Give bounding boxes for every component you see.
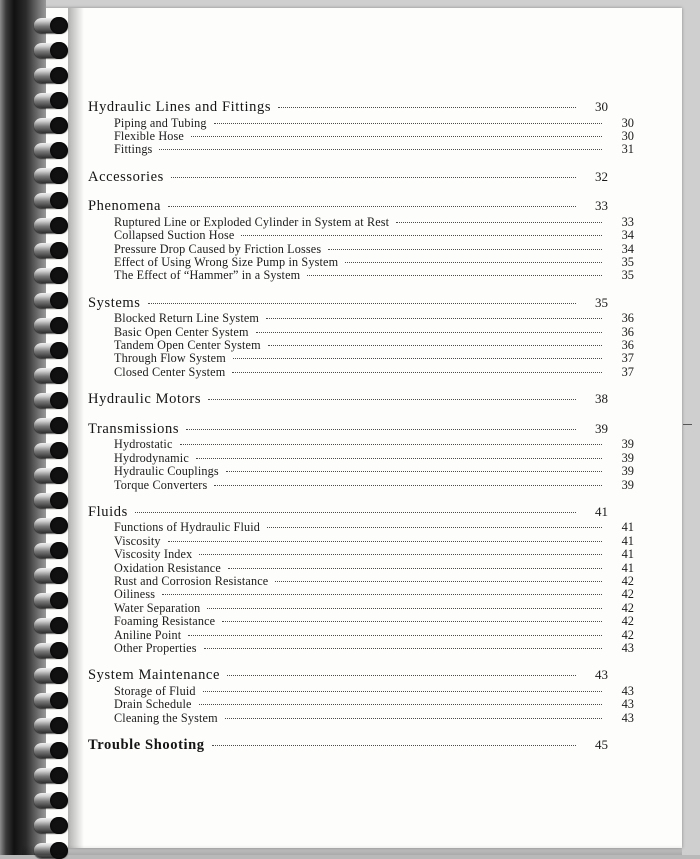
toc-entry-row[interactable]	[88, 312, 634, 324]
toc-heading-row[interactable]	[88, 505, 608, 520]
toc-page-number: 33	[621, 214, 634, 229]
toc-page-number: 41	[621, 547, 634, 562]
toc-section	[88, 503, 634, 656]
spiral-coil	[34, 443, 68, 458]
toc-entry-label: Hydrodynamic	[114, 450, 189, 465]
spiral-coil	[34, 93, 68, 108]
toc-entry-row[interactable]	[88, 465, 634, 477]
toc-entry-label: Through Flow System	[114, 351, 226, 366]
toc-page-number: 34	[621, 241, 634, 256]
spiral-coil	[34, 718, 68, 733]
toc-entry-label: Viscosity	[114, 533, 161, 548]
toc-page-number: 42	[621, 627, 634, 642]
toc-entry-label: Effect of Using Wrong Size Pump in System	[114, 254, 339, 269]
dot-leader	[148, 303, 576, 304]
dot-leader	[228, 568, 602, 569]
toc-entry-label: The Effect of “Hammer” in a System	[114, 268, 301, 283]
toc-entry-row[interactable]	[88, 602, 634, 614]
dot-leader	[162, 594, 602, 595]
dot-leader	[266, 318, 602, 319]
dot-leader	[227, 675, 576, 676]
toc-heading-label: Hydraulic Motors	[88, 391, 202, 408]
dot-leader	[199, 704, 602, 705]
toc-page-number: 34	[621, 228, 634, 243]
toc-page-number: 42	[621, 587, 634, 602]
dot-leader	[256, 332, 602, 333]
toc-entry-row[interactable]	[88, 229, 634, 241]
spiral-coil	[34, 818, 68, 833]
toc-entry-row[interactable]	[88, 521, 634, 533]
spiral-coil	[34, 668, 68, 683]
toc-page-number: 41	[621, 533, 634, 548]
toc-page-number: 35	[595, 294, 608, 310]
toc-page-number: 36	[621, 324, 634, 339]
section-gap	[88, 409, 608, 422]
dot-leader	[171, 177, 576, 178]
toc-entry-row[interactable]	[88, 562, 634, 574]
toc-section	[88, 392, 608, 407]
spiral-coil	[34, 593, 68, 608]
toc-page-number: 30	[621, 128, 634, 143]
toc-entry-row[interactable]	[88, 642, 634, 654]
toc-page-number: 32	[595, 168, 608, 184]
toc-entry-label: Fittings	[114, 142, 153, 157]
spiral-coil	[34, 68, 68, 83]
toc-section	[88, 198, 634, 283]
dot-leader	[233, 358, 602, 359]
dot-leader	[278, 107, 576, 108]
toc-page-number: 45	[595, 737, 608, 753]
spiral-coil	[34, 418, 68, 433]
toc-page-number: 35	[621, 268, 634, 283]
toc-page-number: 35	[621, 254, 634, 269]
toc-heading-row[interactable]	[88, 392, 608, 407]
toc-entry-label: Rust and Corrosion Resistance	[114, 574, 269, 589]
spiral-coil	[34, 543, 68, 558]
toc-entry-label: Hydrostatic	[114, 437, 173, 452]
spiral-coil	[34, 793, 68, 808]
toc-entry-row[interactable]	[88, 548, 634, 560]
dot-leader	[307, 275, 602, 276]
dot-leader	[188, 635, 602, 636]
toc-entry-label: Oxidation Resistance	[114, 560, 221, 575]
toc-entry-label: Pressure Drop Caused by Friction Losses	[114, 241, 322, 256]
dot-leader	[208, 399, 576, 400]
page-margin-tick	[683, 424, 692, 425]
dot-leader	[328, 249, 602, 250]
page-bottom-shadow	[22, 845, 682, 855]
dot-leader	[159, 149, 602, 150]
toc-heading-label: Trouble Shooting	[88, 737, 205, 754]
toc-heading-row[interactable]	[88, 296, 608, 311]
spiral-coil	[34, 343, 68, 358]
spiral-coil	[34, 293, 68, 308]
toc-section	[88, 420, 634, 492]
toc-entry-row[interactable]	[88, 629, 634, 641]
toc-section	[88, 294, 634, 379]
dot-leader	[180, 444, 602, 445]
toc-entry-label: Foaming Resistance	[114, 614, 216, 629]
spiral-coil	[34, 193, 68, 208]
toc-heading-label: Phenomena	[88, 198, 162, 215]
toc-page-number: 36	[621, 311, 634, 326]
toc-entry-row[interactable]	[88, 130, 634, 142]
toc-heading-row[interactable]	[88, 100, 608, 115]
dot-leader	[275, 581, 602, 582]
dot-leader	[212, 745, 576, 746]
toc-entry-row[interactable]	[88, 712, 634, 724]
toc-entry-label: Ruptured Line or Exploded Cylinder in System at Rest	[114, 214, 390, 229]
dot-leader	[214, 485, 602, 486]
spiral-binding	[34, 0, 74, 855]
toc-heading-label: Accessories	[88, 168, 164, 185]
toc-heading-row[interactable]	[88, 738, 608, 753]
toc-entry-label: Aniline Point	[114, 627, 182, 642]
spiral-coil	[34, 743, 68, 758]
toc-page-number: 39	[621, 437, 634, 452]
toc-entry-row[interactable]	[88, 685, 634, 697]
spiral-coil	[34, 18, 68, 33]
spiral-coil	[34, 768, 68, 783]
toc-entry-label: Hydraulic Couplings	[114, 464, 219, 479]
toc-heading-row[interactable]	[88, 170, 608, 185]
toc-entry-row[interactable]	[88, 615, 634, 627]
toc-heading-row[interactable]	[88, 422, 608, 437]
toc-page-number: 31	[621, 142, 634, 157]
toc-page-number: 39	[621, 464, 634, 479]
dot-leader	[135, 512, 576, 513]
dot-leader	[168, 541, 602, 542]
dot-leader	[268, 345, 602, 346]
dot-leader	[191, 136, 602, 137]
toc-heading-label: Transmissions	[88, 420, 180, 437]
toc-entry-label: Other Properties	[114, 641, 197, 656]
toc-entry-label: Oiliness	[114, 587, 156, 602]
dot-leader	[196, 458, 602, 459]
toc-heading-row[interactable]	[88, 668, 608, 683]
dot-leader	[225, 718, 602, 719]
dot-leader	[232, 372, 602, 373]
table-of-contents	[88, 99, 634, 755]
toc-section	[88, 738, 608, 753]
toc-page-number: 41	[621, 560, 634, 575]
toc-entry-label: Storage of Fluid	[114, 683, 196, 698]
section-gap	[88, 283, 608, 296]
toc-page-number: 30	[621, 115, 634, 130]
toc-page-number: 39	[621, 450, 634, 465]
dot-leader	[396, 222, 602, 223]
section-gap	[88, 157, 608, 170]
spiral-coil	[34, 643, 68, 658]
toc-entry-label: Tandem Open Center System	[114, 338, 261, 353]
toc-page-number: 42	[621, 600, 634, 615]
toc-page-number: 43	[621, 697, 634, 712]
dot-leader	[345, 262, 602, 263]
spiral-coil	[34, 43, 68, 58]
dot-leader	[199, 554, 602, 555]
toc-entry-row[interactable]	[88, 243, 634, 255]
spiral-coil	[34, 368, 68, 383]
toc-page-number: 33	[595, 198, 608, 214]
dot-leader	[203, 691, 602, 692]
toc-entry-row[interactable]	[88, 452, 634, 464]
toc-entry-row[interactable]	[88, 588, 634, 600]
spiral-coil	[34, 118, 68, 133]
spiral-coil	[34, 568, 68, 583]
dot-leader	[222, 621, 602, 622]
toc-entry-label: Basic Open Center System	[114, 324, 249, 339]
toc-entry-row[interactable]	[88, 269, 634, 281]
section-gap	[88, 492, 608, 505]
toc-page-number: 43	[621, 641, 634, 656]
toc-page-number: 43	[621, 683, 634, 698]
toc-heading-label: System Maintenance	[88, 667, 221, 684]
toc-page-number: 37	[621, 351, 634, 366]
toc-page-number: 30	[595, 99, 608, 114]
dot-leader	[168, 206, 576, 207]
toc-entry-row[interactable]	[88, 352, 634, 364]
spiral-coil	[34, 168, 68, 183]
toc-heading-label: Hydraulic Lines and Fittings	[88, 99, 272, 115]
dot-leader	[226, 471, 602, 472]
toc-entry-label: Functions of Hydraulic Fluid	[114, 520, 261, 535]
toc-page-number: 42	[621, 574, 634, 589]
toc-page-number: 42	[621, 614, 634, 629]
toc-entry-row[interactable]	[88, 535, 634, 547]
toc-page-number: 36	[621, 338, 634, 353]
dot-leader	[207, 608, 602, 609]
toc-section	[88, 170, 608, 185]
dot-leader	[204, 648, 602, 649]
toc-entry-label: Blocked Return Line System	[114, 311, 260, 326]
toc-heading-label: Systems	[88, 294, 141, 311]
spiral-coil	[34, 243, 68, 258]
toc-entry-row[interactable]	[88, 479, 634, 491]
toc-heading-row[interactable]	[88, 199, 608, 214]
toc-entry-row[interactable]	[88, 326, 634, 338]
toc-page-number: 41	[621, 520, 634, 535]
dot-leader	[214, 123, 602, 124]
toc-entry-label: Closed Center System	[114, 364, 226, 379]
spiral-coil	[34, 518, 68, 533]
toc-page-number: 38	[595, 391, 608, 407]
spiral-coil	[34, 393, 68, 408]
spiral-coil	[34, 143, 68, 158]
toc-entry-label: Piping and Tubing	[114, 115, 207, 130]
toc-section	[88, 667, 634, 725]
toc-page-number: 43	[595, 667, 608, 683]
toc-page-number: 43	[621, 710, 634, 725]
toc-entry-row[interactable]	[88, 575, 634, 587]
spiral-coil	[34, 218, 68, 233]
toc-entry-label: Torque Converters	[114, 477, 208, 492]
section-gap	[88, 186, 608, 199]
toc-entry-row[interactable]	[88, 438, 634, 450]
toc-entry-label: Flexible Hose	[114, 128, 184, 143]
toc-entry-label: Drain Schedule	[114, 697, 192, 712]
toc-entry-row[interactable]	[88, 256, 634, 268]
toc-entry-row[interactable]	[88, 143, 634, 155]
toc-page-number: 39	[595, 420, 608, 436]
spiral-coil	[34, 618, 68, 633]
spiral-coil	[34, 468, 68, 483]
toc-entry-row[interactable]	[88, 366, 634, 378]
toc-entry-row[interactable]	[88, 339, 634, 351]
dot-leader	[186, 429, 576, 430]
toc-entry-label: Cleaning the System	[114, 710, 218, 725]
toc-entry-row[interactable]	[88, 698, 634, 710]
spiral-coil	[34, 493, 68, 508]
toc-entry-row[interactable]	[88, 117, 634, 129]
toc-heading-label: Fluids	[88, 503, 128, 520]
toc-entry-row[interactable]	[88, 216, 634, 228]
dot-leader	[241, 235, 602, 236]
toc-page-number: 39	[621, 477, 634, 492]
toc-entry-label: Viscosity Index	[114, 547, 193, 562]
dot-leader	[267, 527, 602, 528]
toc-page-number: 41	[595, 503, 608, 519]
toc-section	[88, 99, 634, 157]
spiral-coil	[34, 693, 68, 708]
toc-entry-label: Water Separation	[114, 600, 201, 615]
spiral-coil	[34, 318, 68, 333]
toc-entry-label: Collapsed Suction Hose	[114, 228, 235, 243]
toc-page-number: 37	[621, 364, 634, 379]
spiral-coil	[34, 268, 68, 283]
